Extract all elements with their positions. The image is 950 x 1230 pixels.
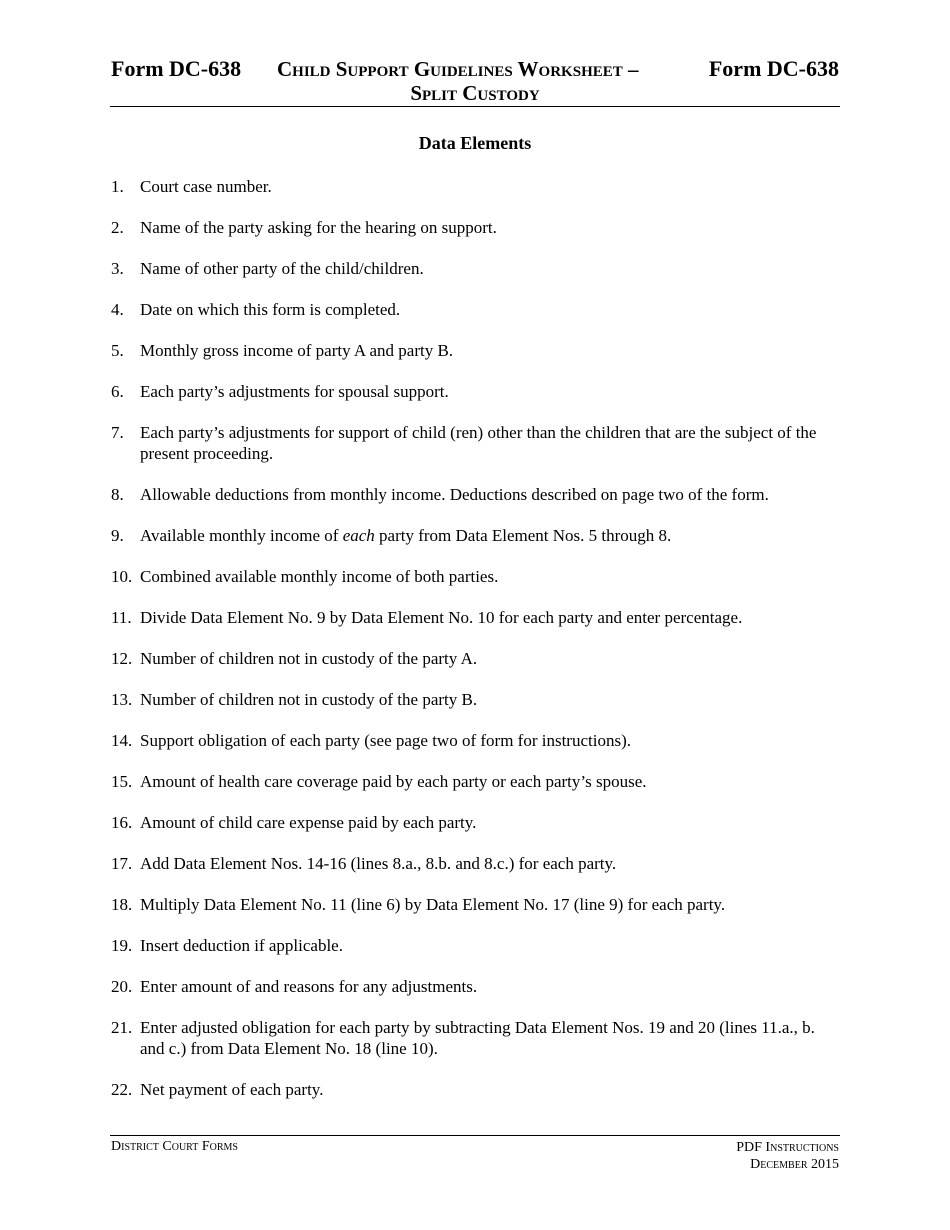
list-item bbox=[111, 730, 841, 751]
item-text: Amount of health care coverage paid by each party or each party’s spouse. bbox=[140, 772, 647, 791]
form-number-left: Form DC-638 bbox=[111, 56, 242, 81]
item-text: Monthly gross income of party A and party B. bbox=[140, 341, 454, 360]
list-item bbox=[111, 853, 841, 874]
item-number: 15. bbox=[111, 772, 133, 791]
item-text: Enter amount of and reasons for any adjustments. bbox=[140, 977, 478, 996]
list-item bbox=[111, 340, 841, 361]
item-number: 10. bbox=[111, 567, 133, 586]
item-text: Name of other party of the child/children. bbox=[140, 259, 424, 278]
list-item bbox=[111, 648, 841, 669]
list-item bbox=[111, 935, 841, 956]
item-number: 4. bbox=[111, 300, 124, 319]
list-item bbox=[111, 381, 841, 402]
footer-right bbox=[736, 1139, 839, 1173]
form-title-line2: Split Custody bbox=[410, 81, 540, 105]
item-number: 12. bbox=[111, 649, 133, 668]
item-number: 1. bbox=[111, 177, 124, 196]
item-text: Number of children not in custody of the party B. bbox=[140, 690, 478, 709]
form-number-right: Form DC-638 bbox=[708, 56, 839, 81]
list-item bbox=[111, 1017, 841, 1059]
list-item bbox=[111, 689, 841, 710]
item-text: Available monthly income of each party from Data Element Nos. 5 through 8. bbox=[140, 526, 672, 545]
item-number: 16. bbox=[111, 813, 133, 832]
list-item bbox=[111, 299, 841, 320]
footer-right-line1: PDF Instructions bbox=[736, 1140, 839, 1155]
list-item bbox=[111, 217, 841, 238]
item-text: Enter adjusted obligation for each party by subtracting Data Element Nos. 19 and 20 (lines 11.a., b. and c.) from Data Element No. 18 (line 10). bbox=[140, 1018, 815, 1058]
list-item bbox=[111, 1079, 841, 1100]
item-text: Each party’s adjustments for spousal support. bbox=[140, 382, 449, 401]
item-text: Combined available monthly income of both parties. bbox=[140, 567, 499, 586]
footer-right-line2: December 2015 bbox=[750, 1157, 839, 1172]
list-item bbox=[111, 566, 841, 587]
item-number: 22. bbox=[111, 1080, 133, 1099]
item-text: Court case number. bbox=[140, 177, 272, 196]
footer-left: District Court Forms bbox=[111, 1139, 238, 1154]
list-item bbox=[111, 607, 841, 628]
item-text: Multiply Data Element No. 11 (line 6) by Data Element No. 17 (line 9) for each party. bbox=[140, 895, 726, 914]
item-number: 18. bbox=[111, 895, 133, 914]
form-title-line1: Child Support Guidelines Worksheet – bbox=[277, 57, 639, 81]
list-item bbox=[111, 484, 841, 505]
item-text: Net payment of each party. bbox=[140, 1080, 324, 1099]
item-number: 17. bbox=[111, 854, 133, 873]
item-text: Each party’s adjustments for support of child (ren) other than the children that are the subject of the present proceeding. bbox=[140, 423, 817, 463]
list-item bbox=[111, 976, 841, 997]
list-item bbox=[111, 525, 841, 546]
item-text: Allowable deductions from monthly income. Deductions described on page two of the form. bbox=[140, 485, 769, 504]
item-text: Date on which this form is completed. bbox=[140, 300, 401, 319]
list-item bbox=[111, 422, 841, 464]
item-text: Support obligation of each party (see page two of form for instructions). bbox=[140, 731, 631, 750]
list-item bbox=[111, 894, 841, 915]
item-text: Add Data Element Nos. 14-16 (lines 8.a., 8.b. and 8.c.) for each party. bbox=[140, 854, 617, 873]
section-title: Data Elements bbox=[418, 133, 532, 153]
list-item bbox=[111, 258, 841, 279]
item-text: Insert deduction if applicable. bbox=[140, 936, 343, 955]
header-divider bbox=[110, 106, 840, 107]
item-number: 14. bbox=[111, 731, 133, 750]
item-number: 6. bbox=[111, 382, 124, 401]
item-number: 20. bbox=[111, 977, 133, 996]
list-item bbox=[111, 812, 841, 833]
footer-divider bbox=[110, 1135, 840, 1136]
list-item bbox=[111, 771, 841, 792]
item-number: 9. bbox=[111, 526, 124, 545]
item-number: 7. bbox=[111, 423, 124, 442]
item-text: Name of the party asking for the hearing on support. bbox=[140, 218, 497, 237]
item-number: 13. bbox=[111, 690, 133, 709]
item-number: 2. bbox=[111, 218, 124, 237]
item-number: 5. bbox=[111, 341, 124, 360]
item-number: 21. bbox=[111, 1018, 133, 1037]
item-number: 3. bbox=[111, 259, 124, 278]
item-text: Amount of child care expense paid by each party. bbox=[140, 813, 477, 832]
item-number: 8. bbox=[111, 485, 124, 504]
list-item bbox=[111, 176, 841, 197]
item-text: Divide Data Element No. 9 by Data Element No. 10 for each party and enter percentage. bbox=[140, 608, 743, 627]
item-number: 19. bbox=[111, 936, 133, 955]
item-number: 11. bbox=[111, 608, 132, 627]
data-elements-list bbox=[111, 176, 841, 1120]
item-text: Number of children not in custody of the party A. bbox=[140, 649, 478, 668]
